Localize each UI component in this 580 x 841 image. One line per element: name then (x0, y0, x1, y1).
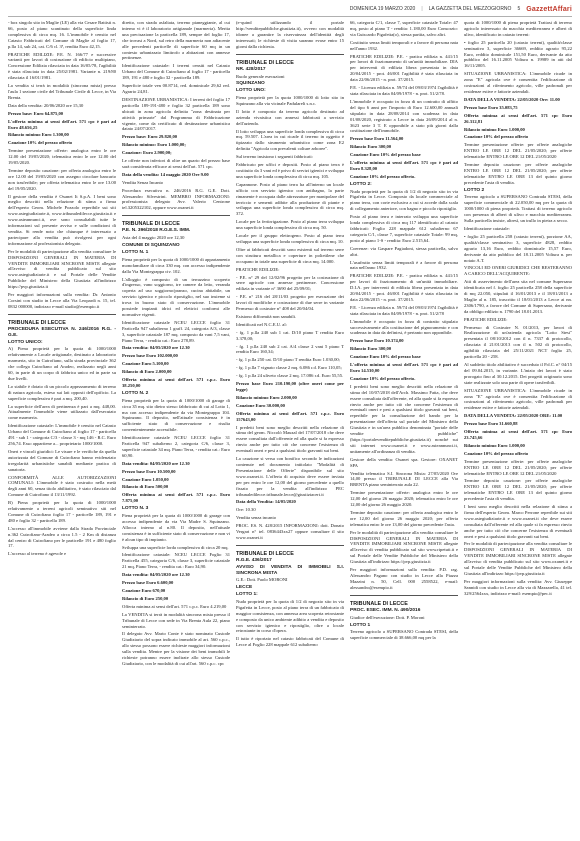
notice-paragraph: Vendita senza incanto (236, 515, 277, 521)
notice-paragraph: P.E. - Licenza edilizia n. 59/74 del 09/03/1974 l'agibilità è stata rilasciata in data 04/09/1978 - n. prot. 51/2/78. (350, 85, 458, 96)
notice-paragraph: quota di 1000/1000 di piena proprietà Trattasi di terreno agricolo interessato da macchia mediterranea e alberi di ulivo, identificato in catasto terreni: (464, 20, 572, 37)
notice-price-line: L'offerta minima ai sensi dell'art. 571 cpc è pari ad Euro 14.530,00 (350, 362, 458, 374)
notice-paragraph: PRATICHE EDILIZIE: P.E. N. 166/77 e successive varianti per lavori di costruzione di edificio multipiano, Concessione Edilizia rilasciata in data 16/05/78, l'agibilità è stata rilasciata in data 25/02/1981. Variante n. 219/80 rilasciata il 16/01/1981. (8, 51, 116, 81)
notice-paragraph: Piena proprietà per la quota di 1000/1000 di garage di circa 35 mq. sito dietro stesso fabbricato di cui al Lotto 1, ma con accesso indipendente da via Montegrappa 104. Squinzano. Il deposito, nell'attuale consistenza è in sufficiente stato di conservazione e risulta convenientemente accessibile. (122, 397, 230, 433)
notice-paragraph: L'alloggio è composto di un terrazzino scoperto d'ingresso, vano soggiorno, tre camere da letto, veranda coperta ad uso soggiorno/pranzo, cucina abitabile, un servizio igienico e piccolo ripostiglio, nel suo insieme si trova in buono stato di conservazione. L'immobile possiede impianti idrici ed elettrici conformi alle normative vigenti. (122, 276, 230, 317)
notice-paragraph: Oneri e vincoli giuridici: Le visure e le verifiche da quella autorizzata del Comune di Cutrofiano hanno evidenziato irregolarità urbanistiche sanabili mediante pratica di sanatoria. (8, 448, 116, 472)
notice-paragraph: Gestore della vendita: Oxanet spa. Gestore: OXANET SPA (350, 456, 458, 468)
notice-paragraph: SITUAZIONE URBANISTICA: L'immobile ricade in zona "E" agricola ove è consentita l'edificazione di costruzioni al riferimento agricolo, ville padronali per residenze estive e fattorie aziendali. (464, 71, 572, 94)
notice-price-line: Prezzo base: Euro 29.820,00 (122, 134, 178, 140)
notice-paragraph: Per le modalità di partecipazione alla vendita consultare le DISPOSIZIONI GENERALI IN MATERIA DI VENDITE IMMOBILIARI SINCRONE MISTE allegate all'avviso di vendita pubblicato sul sito www.ripetuti.it e sul Portale delle Vendite Pubbliche del Ministero della Giustizia all'indirizzo https://pvp.giustizia.it (350, 529, 458, 565)
gazzettaffari-logo: GazzettAffari (526, 5, 572, 13)
notice-paragraph: Identificazione catastale: NCEU LECCE Foglio 31 Particella 455, categoria C/6, classe 3, superficie catastale 21 mq, Piano Terra, - rendita cat.: Euro 34,90. (122, 552, 230, 570)
notice-paragraph: B) Piena proprietà per la quota di 1000/1000 relativamente a terreni agricoli seminativo siti nel Comune di Cutrofiano foglio 17 - particelle 189, 191 e 480 e foglio 32 - particella 189. (8, 500, 116, 523)
notice-price-line: Data vendita: 04/05/2020 ore 12.30 (122, 345, 190, 351)
notice-paragraph: Procedura esecutiva n. 246/2016 R.G. G.E. Dott. Alessandro Silvestrini. MEMBRO INFORMAZIONI: professionista delegato Avv. Valerio Centrone tel.3205322102, oppure www.oxanet.it (122, 187, 230, 211)
notice-subheading: LOTTO 2: (350, 181, 372, 187)
notice-paragraph: Termine presentazione offerte: analogica entro le ore 12.00 del 19/05/2020; telematica entro le ore 12.00 del 19/05/2020. (8, 148, 116, 166)
notice-price-line: Cauzione 10% del prezzo offerto. (350, 375, 416, 381)
notice-paragraph: Identificazione catastale: (464, 225, 510, 231)
notice-price-line: Prezzo base Euro 210.190,00 (oltre oneri come per legge) (236, 381, 344, 392)
notice-price-line: Rilancio di Euro 500,00 (122, 484, 169, 490)
notice-paragraph: PRATICHE EDILIZIE: P.E. - pratica edilizia n. 441/15 per lavori di frazionamento di un'unità immobiliare. DIA per interventi di edilizia libera presentata in data 20/04/2015 - prot. 46/001 l'agibilità è stata rilasciata in data 22/06/2015 - n. prot. 37/2015. (350, 53, 458, 83)
notice-paragraph: diretto, con strada asfaltata, terreno pianeggiante, al cui interno vi è il laboratorio artigianale (marmeria). Merita una precisazione la particella 189, sempre del foglio 17, che trovasi a Nord, sul retro della marmeria non adiacente alle precedenti particelle di superficie 60 mq in un contesto urbanizzato limitrofo a abitazioni con annesse pertinenze. (122, 20, 230, 61)
notice-paragraph: Giudice dell'esecuzione: Dott. P. Moroni (350, 614, 425, 620)
notice-court-heading: TRIBUNALE DI LECCE (122, 221, 180, 228)
notice-paragraph: Identificazione catastale NCEU LECCE foglio 31 Particella 947 subalterno 1 graff. 24, categoria A/3, classe 3, superficie catastale 187 mq. composto da vani 7,5 vani, Piano Terra, - rendita cat.: Euro 278,89. (122, 319, 230, 343)
notice-paragraph: Piena proprietà per la quota di 1000/1000 di appartamento monofamiliare di circa 330 mq. con accesso indipendente dalla Via Montegrappa civ. 102. (122, 256, 230, 274)
notice-price-line: Rilancio Euro 300,00 (350, 144, 392, 150)
notice-price-line: Prezzo base Euro 10.374,00 (350, 338, 404, 344)
notice-paragraph: Il lotto è composto da terreno agricolo destinato ad azienda vivaistica con annessi fabbricati a servizio dell'azienda. (236, 108, 344, 126)
notice-paragraph: I predetti beni sono meglio descritti nella relazione di stima del 10/07/2018 dell'Arch. Massimo Fatta, che deve essere consultata dall'offerente, ed alla quale si fa espresso rinvio anche per tutto ciò che concerne l'esistenza di eventuali oneri e pesi a qualsiasi titolo gravanti sui beni, reperibile per la consultazione del bando per la presentazione dell'offerta sul portale del Ministero della Giustizia e in un'area pubblica denominata "portale delle vendite pubbliche" (https://portalevenditepubbliche.giustizia.it) nonché sui siti internet www.oxanet.it e www.asteannunci.it, unitamente all'ordinanza di vendita. (350, 383, 458, 454)
notice-paragraph: Identificazione catastale: L'immobile è censito nel Catasto Urbano del Comune di Cutrofiano al foglio 17 - particella 491 - sub 1 - categoria C/3 - classe 3 - mq 146 - R.C. Euro 256,74. Esso appartiene a... proprietario 1000/1000. (8, 423, 116, 446)
notice-price-line: DATA DELLA VENDITA: 22/05/2020 Ore: 11.00 (464, 96, 560, 102)
notice-price-line: Data della vendita: 14 maggio 2020 Ore 9.00 (122, 171, 209, 177)
notice-price-line: Prezzo base Euro 10.500,00 (122, 468, 176, 474)
notice-paragraph: Sul terreno insistono i seguenti fabbricati: (236, 154, 313, 160)
column-1 (8, 20, 116, 840)
notice-divider (236, 545, 344, 546)
notice-paragraph: La superficie dell'area di pertinenza è pari a mq. 448,00. Attualmente l'immobile viene utilizzato dall'esecutato come marmeria. (8, 403, 116, 421)
notice-price-line: Offerta minima ai sensi dell'art. 571 cpc Euro 26.312,81 (464, 112, 572, 124)
notice-paragraph: Al suddetto titolo abilitativo è succeduto il P.d.C. n° 04/15 del 09.04.2015, in variante. L'inizio dei lavori è stato prorogato fino al 30.12.2015. Dei progetti originario sono state realizzate solo una parte di opere trasferibili. (464, 362, 572, 385)
notice-paragraph: Ruolo generale esecuzioni (236, 73, 285, 79)
notice-subheading: PROC. ESEC. IMM. N. 490/2016 (350, 607, 421, 613)
notice-subheading: LOTTO 2 (464, 187, 485, 193)
notice-paragraph: L'immobile è occupato in forza di un contratto di affitto del tipo 6 anni per l'importo di Euro 12.600,00 annuali stipulato in data 28/08/2014 con scadenza in data 01/08/2020, registrato a Lecce in data 26/09/2014 al n. 3623 serie 3 T. E opponibile a stato più giorni dalla costituzione dell'immobile. (350, 98, 458, 134)
notice-price-line: L'offerta minima ai sensi dell'art. 571 cpc è pari ad Euro 8.328,00 (350, 160, 458, 171)
header-separator: | (421, 6, 423, 12)
notice-subheading: NR. 428/2017 (236, 66, 266, 72)
notice-price-line: Cauzione Euro 670,00 (122, 587, 166, 593)
notice-paragraph: (e-quind utilizzando il portale http://venditepubbliche.giustizia.it), ovvero con modalità idonee a garantire la riservatezza dell'identità degli interessati; le richieste di visita saranno evase entro 15 giorni dalla richiesta. (236, 20, 344, 49)
notice-paragraph: G.E.: Dott. Paolo MORONI (236, 577, 288, 583)
notice-paragraph: L'accesso all'immobile avviene dalla Strada Provinciale n.362 Cutrofiano-Aradeo a circa 1.5 - 2 Km di distanza dal centro di Cutrofiano per le particelle 191 e 480 foglio 17. (8, 525, 116, 549)
notice-paragraph: Le offerte non inferiori di oltre un quarto del prezzo base sarà considerata efficace ai sensi dell'art. 571 cpc. (122, 158, 230, 169)
notice-paragraph: PRATICHE EDILIZIE: (236, 266, 280, 272)
notice-price-line: Cauzione Euro 10% del prezzo base (350, 152, 421, 158)
notice-paragraph: Per maggiori informazioni sulla vendita: P.D. rag. Alessandro Pagano con studio in Lecce alla Piazza Mazzini n. 50, Cell. 000 2558522, e-mail: alessandro@esempio.it (350, 567, 458, 590)
notice-paragraph: Il lotto sviluppa una superficie londa complessiva di circa mq. 59.507. L'area in cui ricade il terreno in oggetto è tipizzato dallo strumento urbanistico come zona E2 definita "Agricola con prevalenti colture arboree". (236, 128, 344, 152)
notice-paragraph: - P.E. n° 29 del 12/02/96 progetto per la costruzione di serre agricole con annesse pertinenze. Concessione edilizia in variante n° 3690 del 25/09/01; (236, 274, 344, 292)
notice-paragraph: DESTINAZIONE URBANISTICA: I terreni del foglio 17 particella 189-191-480 e foglio 32 particella 189 sono ubicati in zona agricola definita "zona destinata per attività primarie" dal Programma di Fabbricazione vigente, come da certificato di destinazione urbanistica datato 24/07/2017. (122, 96, 230, 132)
notice-paragraph: - fg. 1 p.lla 240 sub 1 cat. D/10 piano T rendita Euro 3.378,00; (236, 329, 344, 341)
notice-paragraph: Piena proprietà per la quota 1000/1000 di lotto sito in Squinzano alla via vicinale Padulareli s.n.c. (236, 95, 344, 106)
notice-subheading: SQUINZANO (236, 81, 265, 87)
notice-price-line: Data vendita: 04/05/2020 ore 12.30 (122, 572, 190, 578)
notice-paragraph: Atti di asservimento dell'area sita nel comune Supersano identificata nel f. foglio 25 particella 258 della superficie di mq 22.050, stipulati il 16/01/2013 e il 18/01/2013 a Maglie al n. 185, trascritto il 18/01/2013 a Lecce ai nn. 2306/1790, a favore del Comune di Supersano, derivante da obbligo edilizio n. 1790 del 18.01.2013. (464, 279, 572, 314)
notice-subheading: LOTTO N. 1 (122, 249, 149, 255)
notice-paragraph: Coerenze: via Gaspare Pagiadoni, stessa particella, salvo altri. (350, 245, 458, 257)
notice-paragraph: 66, categoria C/1, classe 7, superficie catastale Totale: 47 mq, posto al piano T - rendita: 1.180,00 Euro Consorzio: via Guiscardo Pigafetta(o), stessa partita, salvo altri. (350, 20, 458, 37)
notice-paragraph: PROC. ES. N. 428/2015 INFORMAZIONI: dott. Donato Vergari n° tel. 0836443xx27 oppure consultare il sito www.oxanet.it (236, 523, 344, 540)
notice-price-line: Offerta minima ai sensi dell'art. 571 c.p.c. Euro 38.250,00 (122, 377, 230, 388)
notice-paragraph: Vendita telematica S.I. Sincrona Mista: 27/05/2020 Ore 14,00 presso il TRIBUNALE DI LECCE alla Via BRENTA piano seminterrato aula 22. (350, 470, 458, 488)
notice-paragraph: A) Piena proprietà per la quota di 1000/1000 relativamente a Locale artigianale, destinato a laboratorio marmeria, sito in Cutrofiano, sulla strada provinciale 362 che collega Cutrofiano ad Aradeo, realizzato negli anni 60, in parte di un corpo di fabbrica unico ed in parte su due livelli. (8, 346, 116, 381)
notice-price-line: DATA DELLA VENDITA: 22/05/2020 ORE: 11.00 (464, 413, 563, 419)
page-header (8, 2, 572, 17)
notice-paragraph: • foglio 25 particella 20 (catasto terreni), qualità/classe seminativo 3, superficie 36669, reddito agrario 95,22 Euro, reddito dominicale 151,50 Euro, derivante da atto pubblico del 16.11.2005 Voltura n. 19989 in atti dal 16/11/2005. (464, 39, 572, 69)
notice-paragraph: Locale per la fertirrigazione. Posto al piano terra sviluppa una superficie londa complessiva di circa mq. 50. (236, 219, 344, 231)
notice-subheading: LOTTO UNICO: (8, 339, 43, 345)
notice-paragraph: Termine presentazione offerte: analogica entro le ore 12,00 del giorno 26 maggio 2020; telematica entro le ore 12,00 del giorno 26 maggio 2020. (350, 490, 458, 508)
notice-price-line: Cauzione Euro 30.000,00 (236, 402, 285, 408)
notice-price-line: Cauzione Euro 5.100,00 (122, 361, 169, 367)
notice-price-line: Offerta minima ai sensi dell'art. 571 cpc Euro 23.745,66 (464, 429, 572, 440)
notice-paragraph: • foglio 25 particella 258 (catasto terreni), porzione AA, qualità/classe seminativo 3, superficie 4828, reddito agrario 13,16 Euro, reddito dominicale 15,57 Euro, derivante da atto pubblico del 18.11.2005 Voltura n. per notaio A.T. (464, 233, 572, 263)
notice-paragraph: La vendita si terrà in modalità (sincrona mista) presso l'aula 1 sezione civile del Tribunale Civile di Lecce, in Via Brenta. (8, 83, 116, 100)
notice-paragraph: Termine presentazione offerte: per offerte analogiche ENTRO LE ORE 12 DEL 21/05/2020; per offerte telematiche ENTRO LE ORE 12 DEL 21/05/2020 (464, 142, 572, 160)
column-5 (464, 20, 572, 840)
notice-paragraph: Vendita Senza Incanto (122, 179, 164, 185)
notice-price-line: Prezzo base Euro 11.564,00 (350, 136, 404, 142)
notice-court-heading: TRIBUNALE DI LECCE (236, 59, 294, 66)
classified-columns (8, 20, 572, 840)
notice-price-line: Data della Vendita: 14/05/2020 (236, 499, 296, 505)
issue-date: DOMENICA 19 MARZO 2020 (349, 6, 416, 12)
notice-divider (350, 595, 458, 596)
notice-paragraph: Termine presentazione offerte: per offerte analogiche ENTRO LE ORE 12 DEL 21/05/2020; per offerte telematiche ENTRO LE ORE 12 DEL 21/05/2020 (464, 458, 572, 476)
notice-paragraph: L'immobile è occupato in forza di contratto stipulato successivamente alla costituzione del pignoramento e con scadenza in data da definirsi, è pertanto non opponibile. (350, 318, 458, 336)
notice-paragraph: Piena proprietà per la quota di 1000/1000 di garage con accesso indipendente da via Via Madre S. Squinzano. Allocca interno al n.80. Il deposito, nell'attuale consistenza è in sufficiente stato di conservazione e non vi è alcun tipo di impianto. (122, 513, 230, 542)
notice-paragraph: Termine deposito cauzione: per offerta analogica entro le ore 12.00 del 19/05/2020 con assegno circolare bancario non trasferibile; per offerta telematica entro le ore 13.00 del 19/05/2020. (8, 167, 116, 191)
notice-price-line: Offerta minima ai sensi dell'art. 571 c.p.c. Euro 157643,00 (236, 410, 344, 422)
notice-paragraph: I beni sono meglio descritti nella relazione di stima a firma dell'esperto Geom. Marco Perrone reperibile sui siti www.astegiudiziarie.it e www.oxanet.it che deve essere consultata dall'offerente ed alla quale si fa espresso rinvio anche per tutto ciò che concerne l'esistenza di eventuali oneri e pesi a qualsiasi titolo gravanti sui beni. (464, 504, 572, 539)
notice-subheading: LOTTO N. 2 (122, 390, 149, 396)
notice-paragraph: Costituito senza limiti temporali e a favore di persona nata nell'anno 1932. (350, 39, 458, 51)
notice-price-line: Cauzione 10% del prezzo offerto. (350, 173, 416, 179)
notice-paragraph: Per maggiori informazioni sulla vendita: Dr. Antonio Corsini con studio in Lecce alla Via Leopardi n. 15, tel. 0832 000000, indirizzo e-mail studio@esempio.it (8, 292, 116, 309)
notice-paragraph: - fg. 1 p.lla 24 uliveto classe 2 mq. 17.086 r.d. Euro 55,55. (236, 373, 344, 379)
notice-paragraph: La VENDITA si terrà in modalità sincrona mista presso il Tribunale di Lecce con sede in Via Brenta Aula 22, piano seminterrato. (122, 611, 230, 629)
notice-paragraph: - P.E. n° 216 del 28/11/03 progetto per esecuzione dei lavori di modifiche e costruzione di due serre in variante Permesso di costruire n° 408 del 20/04/04. (236, 294, 344, 312)
notice-paragraph: - fg. 1 p.lla 240 sub 2 cat. A/4 classe 2 vani 5 piano T rendita Euro 160,34; (236, 343, 344, 355)
notice-price-line: Rilancio minimo Euro 1.000,00 (464, 126, 525, 132)
notice-paragraph: L'usufrutto senza limiti temporali è a favore di persona nata nell'anno 1932. (350, 259, 458, 271)
notice-paragraph: Oltre ai fabbricati descritti sono esistenti sul terreno serre con struttura metallica e coperture in polietilene che occupano in totale una superficie di circa mq. 14.000. (236, 246, 344, 264)
notice-paragraph: I predetti beni sono meglio descritti nella relazione di stima del geom. Niccolò Mauzal del 17/07/2018 che deve essere consultata dall'offerente ed alla quale si fa espresso rinvio anche per tutto ciò che concerne l'esistenza di eventuali oneri e pesi a qualsiasi titolo gravanti sui beni. (236, 424, 344, 454)
notice-paragraph: Capannone. Posto al piano terra ha all'interno un locale ufficio con servizio igienico con antibagno, la parte rimanente è occupata dalle attrezzature per manipolare del terriccio e sementi adibite alla produzione di piante e sviluppa una superficie londa complessiva di circa mq. 372. (236, 181, 344, 217)
notice-price-line: Rilancio minimo Euro 2.000,00 (236, 394, 297, 400)
notice-price-line: Cauzione Euro 1.050,00 (122, 476, 169, 482)
notice-subheading: LOTTO 1 (350, 622, 371, 628)
notice-price-line: Prezzo base Euro 6.600,00 (122, 580, 174, 586)
notice-paragraph: Locale per il gruppo elettrogeno. Posto al piano terra sviluppa una superficie londa complessiva di circa mq. 10. (236, 233, 344, 244)
notice-subheading: AVVISO DI VENDITA DI IMMOBILI S.I. SINCRONA MISTA (236, 564, 344, 576)
notice-price-line: Offerta minima ai sensi dell'art. 571 c.p.c. Euro 7.875,00 (122, 492, 230, 504)
notice-paragraph: Nuda proprietà per la quota di 1/2 di negozio sito in via Pigafetta in Lecce. Composto da locale commerciale al piano terra, con corte esclusiva a cui si accede dalla scala di collegamento anteriore, con bagno e piccolo ripostiglio. (350, 188, 458, 212)
notice-paragraph: - fg. 1 p.lla 7 vignato classe 2 mq. 6.086 r.d. Euro 110,05; (236, 365, 342, 371)
notice-subheading: R.G.E. 436/2017 (236, 558, 272, 564)
column-3 (236, 20, 344, 840)
notice-subheading: PROCEDURA ESECUTIVA N. 246/2016 R.G. - G.E. (8, 326, 116, 338)
notice-price-line: Rilancio minimo Euro 1.000,00 (464, 442, 525, 448)
notice-paragraph: PRATICHE EDILIZIE: P.E. - pratica edilizia n. 441/15 per lavori di frazionamento di un'unità immobiliare. D.I.A. per interventi di edilizia libera presentata in data 20/04/2015 - prot. 46/001 l'agibilità è stata rilasciata in data 22/06/2015 - n. prot. 37/2015. (350, 273, 458, 302)
notice-price-line: Prezzo base Euro 35.083,75 (464, 104, 518, 110)
notice-court-heading: TRIBUNALE DI LECCE (350, 600, 408, 607)
notice-paragraph: Identificazione catastale NCEU LECCE foglio 31 Particella 947 subalterno 2, categoria C/6, classe 3, superficie catastale 34 mq. Piano Terra, - rendita cat.: Euro 60,90. (122, 435, 230, 458)
notice-price-line: Cauzione 10% del prezzo offerto (464, 134, 529, 140)
notice-paragraph: - fg. 1 p.lla 250 cat. D/10 piano T rendita Euro 1.030,00; (236, 357, 340, 363)
column-4 (350, 20, 458, 840)
notice-paragraph: Il gestore della vendita è Oxanet It S.p.A. I beni sono meglio descritti nella relazione di stima a firma dell'esperto Geom. Michele Pozzolo reperibile sui siti www.astegiudiziarie.it, www.tribunaledilecce.giustizia.it e www.asteannunci.it, ove sono consultabili tutte le informazioni sul presente avviso e sulle condizioni di vendita. Si rende noto che chiunque è interessato a partecipare alla vendita può rivolgersi per ogni informazione al professionista delegato. (8, 193, 116, 246)
notice-paragraph: Per le modalità di partecipazione alla vendita consultare le DISPOSIZIONI GENERALI IN MATERIA DI VENDITE IMMOBILIARI SINCRONE MISTE allegate all'avviso di vendita pubblicato sul sito www.astegiudiziarie.it e sul Portale delle Vendite Pubbliche del Ministero della Giustizia all'indirizzo https://pvp.giustizia.it (8, 248, 116, 290)
notice-price-line: Cauzione: Euro 2.900,00; (122, 150, 172, 156)
notice-paragraph: Fabbricato per uffici e depositi. Posto al piano terra è costituito da 3 vani ed è privo di servizi igienici e sviluppa una superficie londa complessiva di circa mq. 105. (236, 162, 344, 179)
notice-paragraph: Il tutto è riportato nel catasto fabbricati del Comune di Lecce al Foglio 228 mappale 612 subalterno (236, 636, 344, 648)
notice-price-line: Rilancio di Euro 2.000,00 (122, 369, 172, 375)
notice-price-line: Prezzo base Euro 31.660,88 (464, 421, 518, 427)
notice-paragraph: L'accesso al terreno è agevole e (8, 551, 67, 557)
notice-price-line: Cauzione 10% del prezzo offerto (8, 140, 73, 146)
notice-paragraph: Ore: 10.30 (236, 507, 256, 513)
newspaper-name: LA GAZZETTA DEL MEZZOGIORNO (428, 6, 512, 12)
notice-paragraph: Termine deposito cauzione: per offerte analogiche ENTRO LE ORE 12 DEL 21/05/2020; per offerte telematiche ENTRO LE ORE 13 del quinto giorno precedente l'asta di vendita. (464, 162, 572, 185)
notice-subheading: LOTTO N. 3 (122, 506, 149, 512)
notice-paragraph: Posto al piano terra e interrato sviluppa una superficie londa complessiva di circa mq 117 identificato al catasto fabbricati: Foglio 228 mappale 612 subalterno 67 categoria C/1, classe 7, superficie catastale Totale: 99 mq, posto al piano 1-S - rendita: Euro 2.515,64. (350, 214, 458, 243)
notice-subheading: LOTTO UNO: (236, 88, 266, 94)
notice-divider (236, 54, 344, 55)
notice-paragraph: Termine deposito cauzione: per offerte analogiche ENTRO LE ORE 12 DEL 21/05/2020; per offerte telematiche ENTRO LE ORE 13 del quinto giorno precedente l'asta di vendita. (464, 478, 572, 502)
notice-paragraph: Terreno agricolo a SUPERSANO Contrada STESI, della superficie commerciale di 38.666,00 mq per la (350, 629, 458, 641)
notice-paragraph: Identificati nel N.C.E.U. al: (236, 321, 287, 327)
notice-court-heading: TRIBUNALE DI LECCE (236, 550, 294, 557)
notice-paragraph: Il delegato Avv. Mario Conte è stato nominato Custode Giudiziario del sopra indicato immobile al art. 560 c.p.c., allo stesso possono essere richieste maggiori informazioni sulla vendita. Mentre per la visione dei beni immobili le richieste potranno essere inoltrate allo stesso Custode Giudiziario, con le modalità di cui all'art. 560 c.p.c. cpc (122, 631, 230, 666)
notice-paragraph: Permesso di Costruire N. 01/2013, per lavori di Realizzazione di un'azienda agricola "Lotto Stesi" presentata il 08/10/2012 con il n. 7337 di protocollo, rilasciata il 21/01/2013 con il n. 502 di protocollo, agibilità rilasciata del 25/11/2021 NCT foglio 25, particella 20 - 258. (464, 324, 572, 360)
notice-price-line: Data vendita: 04/05/2020 ore 12.30 (122, 460, 190, 466)
page-number: 5 (517, 6, 521, 12)
notice-price-line: Prezzo base: Euro 64.875,00 (8, 110, 64, 116)
notice-paragraph: Superficie totale ven 00.8714, red. dominicale 29,62 red. Agrario 24,81. (122, 83, 230, 94)
notice-paragraph: VINCOLI ED ONERI GIURIDICI CHE RESTERANNO A CARICO DELL'ACQUIRENTE: (464, 265, 572, 277)
notice-paragraph: Offerta minima ai sensi dell'art. 571 c.p.c. Euro 4.219,00 (122, 603, 227, 609)
notice-paragraph: Termine deposito cauzione: per offerta analogica entro le ore 12,00 del giorno 26 maggio 2020; per offerta telematica entro le ore 13,00 del giorno precedente l'asta. (350, 509, 458, 527)
notice-paragraph: Terreno agricolo a SUPERSANO Contrada STESI, della superficie commerciale di 22.050,00 mq per la quota di 1000/1000 di piena proprietà. Trattasi di terreno agricolo con presenza di alberi di ulivo e macchia mediterranea. Sulla particella insiste, altresì, un trullo in pietra a secco. (464, 194, 572, 224)
notice-subheading: P.E. N. 396/2018 R.G.E.S. IMM. (122, 228, 191, 234)
notice-paragraph: Per maggiori informazioni sulla vendita: Avv. Giuseppe Sannidi con studio in Lecce alla via di Mazzarella, 41 tel. 329/2564xxx, indirizzo e-mail: esempio@pec.it (464, 578, 572, 596)
notice-price-line: Prezzo base Euro 102.000,00 (122, 353, 178, 359)
notice-paragraph: Lo stabile è dotato di un piccolo appezzamento di terreno di natura agricola, esteso sui lati opposti dell'opificio. La superficie complessiva è pari a mq. 200,40. (8, 383, 116, 401)
notice-paragraph: Esistono difformità non sanabili. (236, 313, 297, 319)
notice-divider (122, 215, 230, 216)
notice-paragraph: Sviluppa una superficie lorda complessiva di circa 20 mq. (122, 544, 229, 550)
notice-paragraph: Data della vendita: 20/06/2020 ore 15,30 (8, 102, 84, 108)
notice-paragraph: La cauzione si versa con bonifico secondo le indicazioni contenute nel documento intitolato "Modalità di Presentazione delle Offerte" disponibile sul sito www.oxanet.it. L'offerta di acquisto deve essere inviata per pec entro le ore 12,00 del giorno precedente a quello fissato per la vendita all'indirizzo PEC tribunaledilecce.tribunale.lecce@giustiziacert.it (236, 456, 344, 497)
notice-court-heading: TRIBUNALE DI LECCE (8, 319, 66, 326)
notice-paragraph: PRATICHE EDILIZIE: (464, 316, 508, 322)
notice-paragraph: SITUAZIONE URBANISTICA: L'immobile ricade in zona "E" agricola ove è consentita l'edificazione di costruzioni al riferimento agricolo, ville padronali per residenze estive e fattorie aziendali. (464, 387, 572, 411)
notice-subheading: COMUNE DI SQUINZANO (122, 243, 180, 249)
notice-price-line: Cauzione 10% del prezzo offerto (464, 450, 529, 456)
column-2 (122, 20, 230, 840)
notice-price-line: Rilancio Euro 300,00 (350, 346, 392, 352)
notice-price-line: L'offerta minima ai sensi dell'art. 571 cpc è pari ad Euro 48.656,25 (8, 118, 116, 130)
notice-subheading: LOTTO 1: (236, 592, 258, 598)
notice-price-line: Rilancio di Euro 250,00 (122, 595, 169, 601)
notice-price-line: Rilancio minimo: Euro 1.000,00; (122, 142, 186, 148)
notice-paragraph: Identificazione catastale: I terreni censiti nel Catasto Urbano del Comune di Cutrofiano al foglio 17 - particella 189, 191 e 480 e foglio 32 - particella 189. (122, 63, 230, 81)
notice-paragraph: Per le modalità di partecipazione alla vendita consultare le DISPOSIZIONI GENERALI IN MATERIA DI VENDITE IMMOBILIARI SINCRONE MISTE allegate all'avviso di vendita pubblicato sul sito www.oxanet.it e sul Portale delle Vendite Pubbliche del Ministero della Giustizia all'indirizzo https://pvp.giustizia.it (464, 541, 572, 577)
notice-divider (8, 314, 116, 315)
notice-paragraph: Asta del 4 maggio 2020 ore 12,30 (122, 235, 185, 241)
notice-paragraph: CONFORMITÀ ALLE AUTORIZZAZIONI COMUNALI: L'immobile è stato costruito nella metà degli anni 60, senza titolo abilitativo, è stato rilasciato dal Comune di Cutrofiano il 13/11/1992. (8, 474, 116, 498)
notice-paragraph: Nuda proprietà per la quota di 1/2 di negozio sito in via Pigafetta in Lecce, posto al piano terra di un fabbricato di maggior consistenza, con annessa area scoperta retrostante e composto da unico ambiente adibito a vendita e deposito con servizio igienico e ripostiglio, oltre a locale retrostante in corso d'opera. (236, 598, 344, 634)
notice-price-line: Rilancio minimo Euro 1.300,00 (8, 132, 69, 138)
notice-paragraph: - box singolo sito in Maglie (LE) alla via Cesare Battisti n. 66, posto al piano scantinato della superficie linda complessiva di circa mq. 16. L'immobile è censito nel Catasto Fabbricati del Comune di Maglie al foglio 17, p.lla 14, sub 24, cat. C/6 cl. 3ª, rendita Euro 42,15. (8, 20, 116, 49)
notice-paragraph: P.E. - Licenza edilizia n. 59/74 del 09/03/1974 l'agibilità è stata rilasciata in data 04/09/1978 - n. prot. 51/2/78 (350, 304, 458, 316)
notice-subheading: LECCE (236, 585, 253, 591)
notice-price-line: Cauzione Euro 10% del prezzo base (350, 354, 421, 360)
